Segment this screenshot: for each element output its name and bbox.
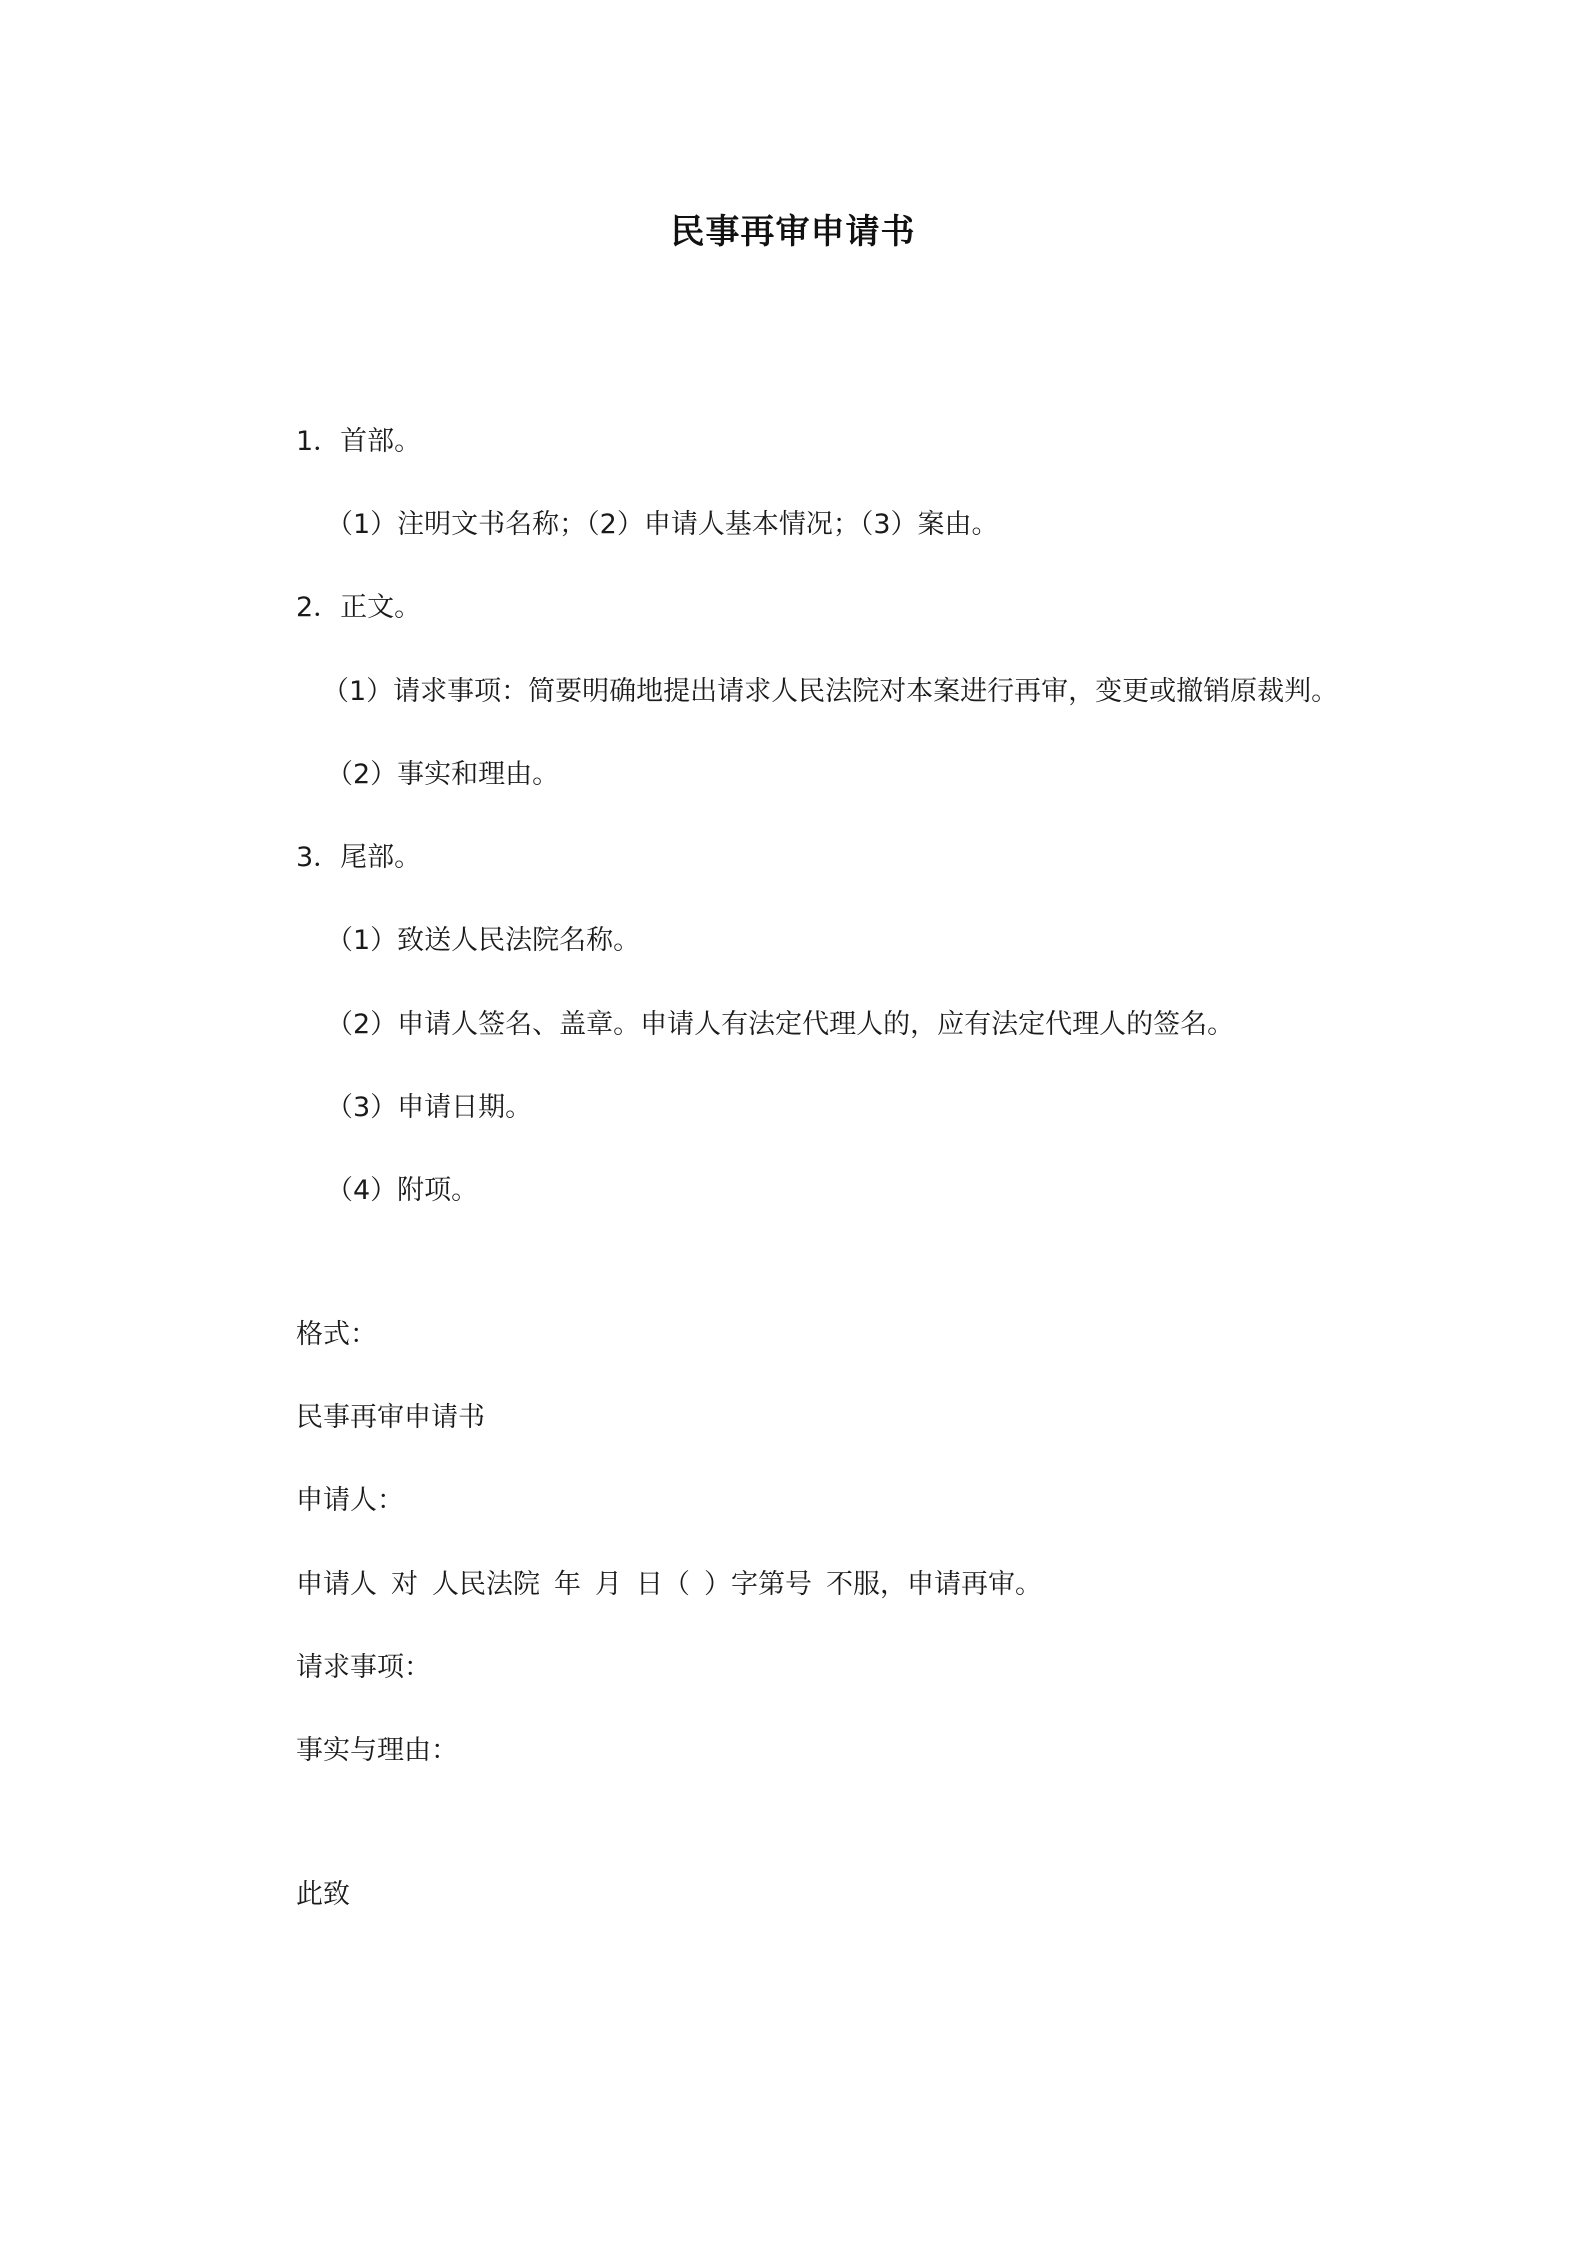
statement-part: 不服，申请再审。 — [826, 1569, 1042, 1600]
statement-part: 日（ — [636, 1569, 690, 1600]
facts-line: 事实与理由： — [296, 1735, 458, 1766]
format-label: 格式： — [296, 1319, 377, 1350]
list-item: （1）注明文书名称；（2）申请人基本情况；（3）案由。 — [326, 509, 999, 540]
statement-part: 月 — [595, 1569, 622, 1600]
statement-part: 对 — [391, 1569, 418, 1600]
form-title: 民事再审申请书 — [296, 1402, 485, 1433]
statement-part: ）字第号 — [704, 1569, 812, 1600]
statement-part: 申请人 — [296, 1569, 377, 1600]
list-item: （1）请求事项：简要明确地提出请求人民法院对本案进行再审，变更或撤销原裁判。 — [322, 676, 1339, 707]
section-heading-header: 1．首部。 — [296, 426, 422, 457]
closing-line: 此致 — [296, 1879, 350, 1910]
list-item: （3）申请日期。 — [326, 1092, 533, 1123]
list-item: （4）附项。 — [326, 1175, 479, 1206]
list-item: （1）致送人民法院名称。 — [326, 925, 641, 956]
applicant-line: 申请人： — [296, 1485, 404, 1516]
request-line: 请求事项： — [296, 1652, 431, 1683]
statement-part: 人民法院 — [432, 1569, 540, 1600]
list-item: （2）事实和理由。 — [326, 759, 560, 790]
statement-line — [296, 1567, 1042, 1603]
statement-part: 年 — [554, 1569, 581, 1600]
section-heading-footer: 3．尾部。 — [296, 842, 422, 873]
list-item: （2）申请人签名、盖章。申请人有法定代理人的，应有法定代理人的签名。 — [326, 1009, 1235, 1040]
section-heading-body: 2．正文。 — [296, 592, 422, 623]
document-title: 民事再审申请书 — [670, 212, 916, 252]
